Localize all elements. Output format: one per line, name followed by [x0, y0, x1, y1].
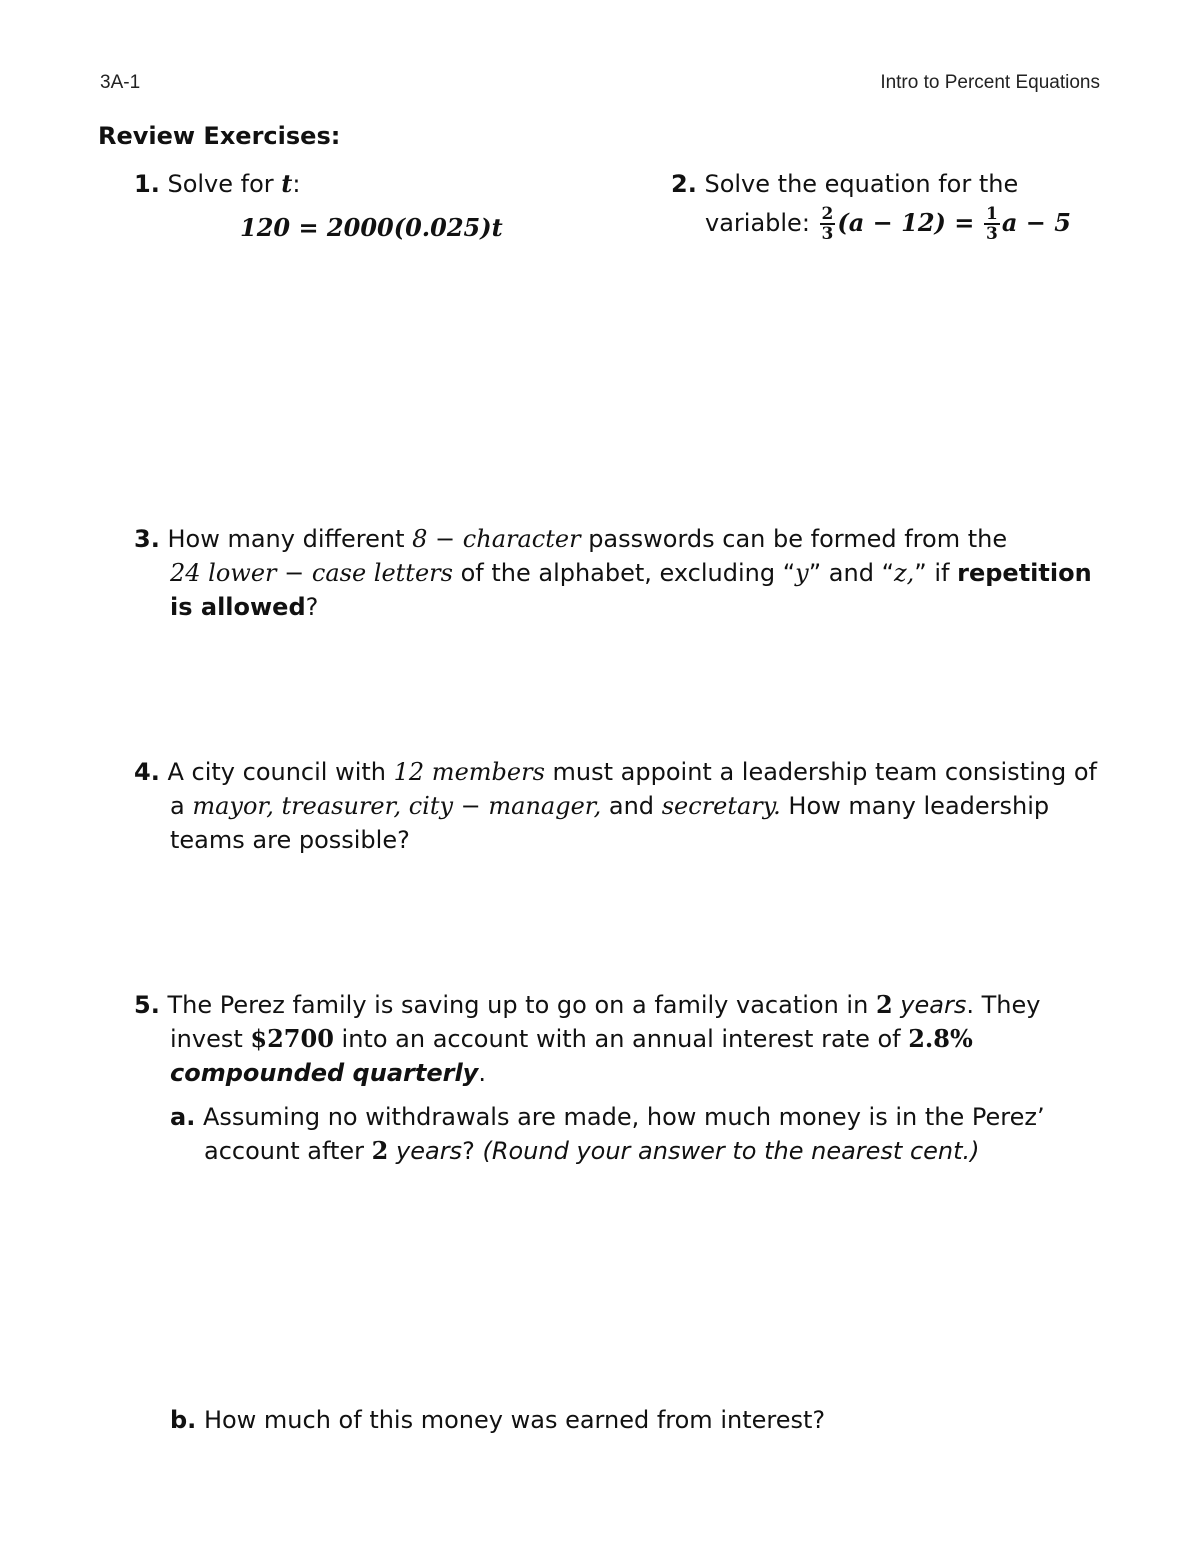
part-label: a. — [170, 1103, 196, 1131]
question-text: and — [608, 792, 655, 820]
question-number: 1. — [134, 170, 160, 198]
question-text: ” if — [914, 559, 950, 587]
question-text: a — [170, 792, 185, 820]
fraction — [984, 205, 1000, 243]
fraction — [820, 205, 836, 243]
emphasis: repetition — [957, 559, 1092, 587]
math-term: 2 — [371, 1136, 389, 1165]
italic-text: years — [900, 991, 967, 1019]
question-number: 2. — [671, 170, 697, 198]
question-text: must appoint a leadership team consisting of — [552, 758, 1097, 786]
header-left: 3A-1 — [100, 72, 141, 93]
question-text: passwords can be formed from the — [588, 525, 1008, 553]
question-text: . They — [966, 991, 1041, 1019]
question-text: of the alphabet, excluding “ — [460, 559, 796, 587]
math-term: y — [795, 559, 809, 587]
question-text: How many different — [167, 525, 405, 553]
denominator: 3 — [821, 224, 834, 244]
italic-text: (Round your answer to the nearest cent.) — [482, 1137, 980, 1165]
math-term: z, — [894, 559, 915, 587]
math-term: mayor, treasurer, city − manager, — [192, 792, 602, 820]
equation-part: a − 5 — [1001, 208, 1071, 237]
question-text: into an account with an annual interest rate of — [341, 1025, 901, 1053]
question-text: account after — [204, 1137, 365, 1165]
question-text: Solve the equation for the — [704, 170, 1019, 198]
part-label: b. — [170, 1406, 197, 1434]
question-text: Solve for — [167, 170, 274, 198]
emphasis: compounded quarterly — [170, 1059, 479, 1087]
header-right: Intro to Percent Equations — [880, 72, 1100, 93]
denominator: 3 — [985, 224, 998, 244]
math-term: 24 lower − case letters — [170, 559, 453, 587]
question-4 — [134, 755, 1109, 857]
math-term: 2.8% — [908, 1024, 973, 1053]
math-variable: t — [281, 169, 293, 198]
question-text: ” and “ — [808, 559, 895, 587]
numerator: 2 — [821, 204, 834, 224]
math-term: 2 — [875, 990, 893, 1019]
equation-part: (a − 12) = — [837, 208, 975, 237]
question-3 — [134, 522, 1104, 624]
colon: : — [292, 170, 301, 198]
question-text: invest — [170, 1025, 243, 1053]
question-text: ? — [305, 593, 319, 621]
numerator: 1 — [985, 204, 998, 224]
question-number: 3. — [134, 525, 160, 553]
question-number: 5. — [134, 991, 160, 1019]
math-term: $2700 — [250, 1024, 334, 1053]
question-text: How much of this money was earned from interest? — [203, 1406, 826, 1434]
math-term: secretary. — [661, 792, 781, 820]
question-text: How many leadership — [788, 792, 1050, 820]
math-term: 12 members — [393, 758, 545, 786]
question-2 — [671, 167, 1071, 243]
question-5b — [170, 1403, 825, 1437]
question-text: The Perez family is saving up to go on a family vacation in — [167, 991, 869, 1019]
question-text: ? — [462, 1137, 475, 1165]
italic-text: years — [396, 1137, 463, 1165]
question-1 — [134, 167, 503, 245]
page-title: Review Exercises: — [98, 122, 341, 150]
question-text: teams are possible? — [170, 826, 410, 854]
math-term: 8 − character — [412, 525, 581, 553]
question-text: Assuming no withdrawals are made, how much money is in the Perez’ — [202, 1103, 1045, 1131]
equation: 120 = 2000(0.025)t — [240, 213, 503, 242]
emphasis: is allowed — [170, 593, 306, 621]
question-text: variable: — [705, 209, 810, 237]
question-5 — [134, 988, 1109, 1168]
question-number: 4. — [134, 758, 160, 786]
question-text: . — [478, 1059, 486, 1087]
question-text: A city council with — [167, 758, 386, 786]
